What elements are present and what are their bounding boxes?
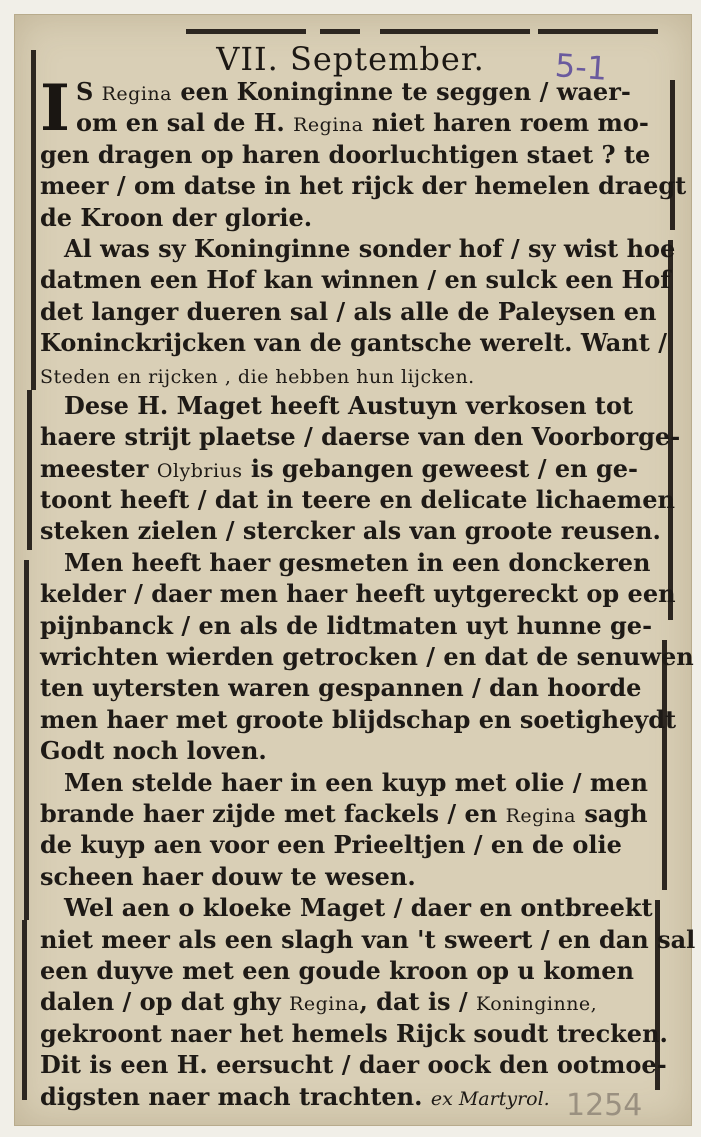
- text-line: [40, 986, 665, 1017]
- roman-run: Koninginne,: [476, 993, 598, 1016]
- blackletter-run: meester: [40, 453, 157, 483]
- blackletter-run: kelder / daer men haer heeft uytgereckt op een: [40, 579, 676, 609]
- blackletter-run: de Kroon der glorie.: [40, 202, 313, 232]
- left-border-bar: [31, 50, 36, 390]
- text-line: [40, 829, 665, 860]
- italic-run: ex Martyrol.: [430, 1087, 550, 1110]
- left-border-bar: [22, 920, 27, 1100]
- text-line: [40, 202, 665, 233]
- text-line: [40, 767, 665, 798]
- text-line: [40, 1081, 665, 1112]
- blackletter-run: det langer dueren sal / als alle de Paleysen en: [40, 296, 657, 326]
- blackletter-run: Al was sy Koninginne sonder hof / sy wist hoe: [64, 233, 676, 263]
- blackletter-run: niet haren roem mo-: [363, 108, 649, 138]
- text-line: [40, 641, 694, 672]
- roman-run: Regina: [505, 804, 576, 827]
- blackletter-run: scheen haer douw te wesen.: [40, 861, 416, 891]
- blackletter-run: Koninckrijcken van de gantsche werelt. Want /: [40, 328, 667, 358]
- text-line: [40, 547, 665, 578]
- text-line: [40, 107, 665, 138]
- handwritten-note: 5-1: [553, 46, 609, 88]
- text-line: [40, 233, 676, 264]
- text-line: [40, 453, 665, 484]
- text-line: [40, 704, 677, 735]
- text-line: [40, 798, 665, 829]
- blackletter-run: steken zielen / stercker als van groote reusen.: [40, 516, 661, 546]
- drop-initial: I: [40, 71, 70, 146]
- top-ornament-rule: [380, 29, 530, 34]
- blackletter-run: dalen / op dat ghy: [40, 987, 290, 1017]
- paragraph: [40, 892, 696, 1112]
- blackletter-run: een duyve met een goude kroon op u komen: [40, 955, 634, 985]
- blackletter-run: gekroont naer het hemels Rijck soudt trecken.: [40, 1018, 668, 1048]
- paragraph: [40, 390, 681, 547]
- blackletter-run: Men heeft haer gesmeten in een donckeren: [64, 547, 651, 577]
- roman-run: Regina: [101, 83, 172, 105]
- blackletter-run: digsten naer mach trachten.: [40, 1081, 431, 1111]
- blackletter-run: Dese H. Maget heeft Austuyn verkosen tot: [64, 390, 634, 420]
- blackletter-run: om en sal de H.: [75, 108, 294, 138]
- blackletter-run: S: [75, 77, 102, 106]
- text-line: [40, 861, 665, 892]
- right-border-bar: [670, 80, 675, 230]
- text-line: [40, 139, 665, 170]
- roman-run: Olybrius: [156, 459, 243, 482]
- text-line: [40, 1018, 668, 1049]
- text-line: [40, 892, 665, 923]
- text-line: [40, 484, 675, 515]
- blackletter-run: Dit is een H. eersucht / daer oock den ootmoe-: [40, 1050, 667, 1080]
- blackletter-run: wrichten wierden getrocken / en dat de senuwen: [40, 642, 694, 672]
- blackletter-run: brande haer zijde met fackels / en: [40, 798, 506, 828]
- text-line: [40, 170, 687, 201]
- blackletter-run: men haer met groote blijdschap en soetigheydt: [40, 704, 677, 734]
- text-line: [40, 515, 665, 546]
- blackletter-run: , dat is /: [359, 987, 477, 1017]
- blackletter-run: Godt noch loven.: [40, 736, 267, 766]
- page-heading: VII. September.: [216, 40, 485, 78]
- text-line: [40, 327, 665, 358]
- text-line: [40, 672, 665, 703]
- pencil-number: 1254: [566, 1088, 643, 1123]
- blackletter-run: pijnbanck / en als de lidtmaten uyt hunne ge-: [40, 610, 653, 640]
- body-text: [40, 71, 696, 1112]
- text-line: [40, 296, 665, 327]
- text-line: [40, 735, 665, 766]
- blackletter-run: de kuyp aen voor een Prieeltjen / en de olie: [40, 830, 622, 860]
- blackletter-run: gen dragen op haren doorluchtigen staet ? te: [40, 139, 651, 169]
- blackletter-run: is gebangen geweest / en ge-: [242, 453, 638, 483]
- paragraph: [40, 71, 687, 233]
- left-border-bar: [27, 390, 32, 550]
- roman-run: Regina: [289, 993, 360, 1016]
- blackletter-run: Men stelde haer in een kuyp met olie / men: [64, 767, 648, 797]
- blackletter-run: sagh: [575, 798, 648, 828]
- blackletter-run: ten uytersten waren gespannen / dan hoorde: [40, 673, 642, 703]
- blackletter-run: een Koninginne te seggen / waer-: [171, 77, 631, 106]
- blackletter-run: Wel aen o kloeke Maget / daer en ontbreekt: [64, 893, 653, 923]
- roman-run: Steden en rijcken , die hebben hun lijcken.: [40, 365, 475, 388]
- blackletter-run: datmen een Hof kan winnen / en sulck een Hof: [40, 265, 671, 295]
- paragraph: [40, 233, 676, 390]
- paragraph: [40, 547, 694, 767]
- left-border-bar: [24, 560, 29, 920]
- top-ornament-rule: [186, 29, 306, 34]
- paragraph: [40, 767, 665, 893]
- text-line: [40, 76, 665, 107]
- text-line: [40, 390, 665, 421]
- blackletter-run: meer / om datse in het rijck der hemelen draegt: [40, 171, 687, 201]
- blackletter-run: haere strijt plaetse / daerse van den Voorborge-: [40, 422, 681, 452]
- top-ornament-rule: [320, 29, 360, 34]
- text-line: [40, 264, 671, 295]
- text-line: [40, 1049, 665, 1080]
- text-line: [40, 955, 665, 986]
- top-ornament-rule: [538, 29, 658, 34]
- text-line: [40, 924, 696, 955]
- text-line: [40, 578, 676, 609]
- blackletter-run: toont heeft / dat in teere en delicate lichaemen: [40, 485, 675, 515]
- roman-run: Regina: [293, 114, 364, 137]
- text-line: [40, 359, 665, 390]
- blackletter-run: niet meer als een slagh van 't sweert / en dan sal: [40, 924, 696, 954]
- text-line: [40, 421, 681, 452]
- text-line: [40, 610, 665, 641]
